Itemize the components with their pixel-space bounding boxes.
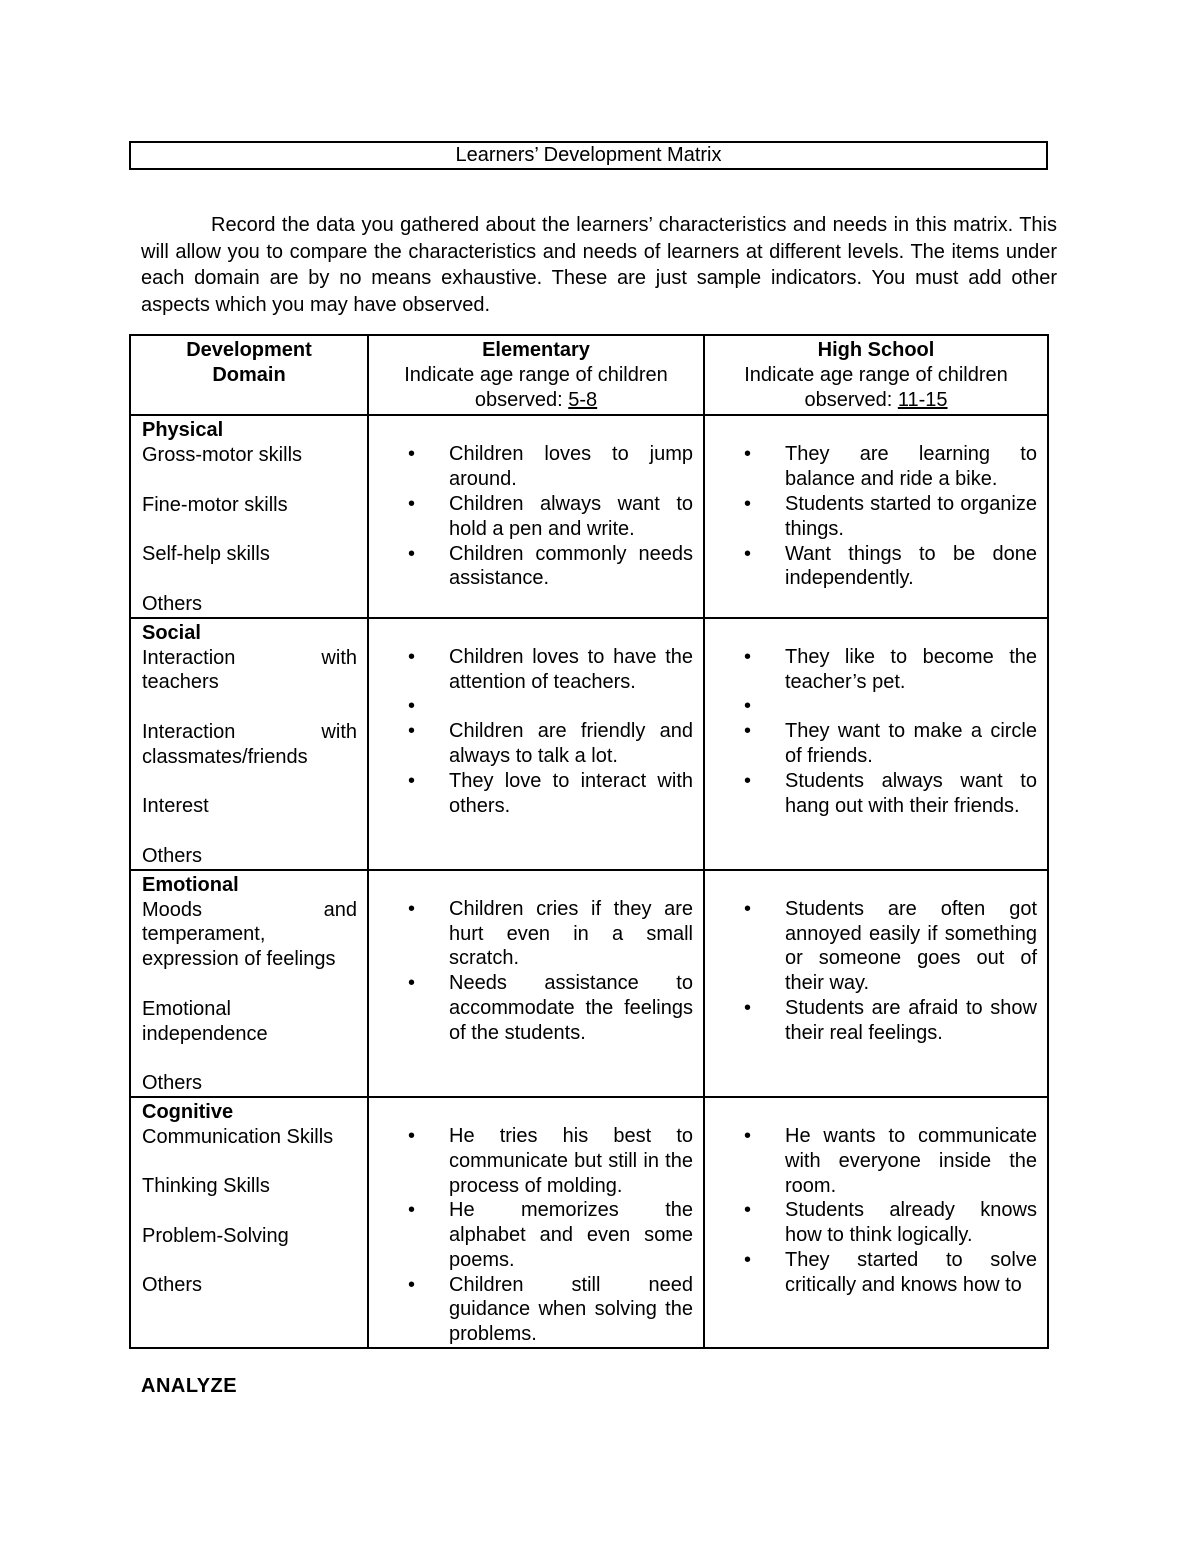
domain-name: Cognitive: [142, 1100, 234, 1123]
indicator: Communication Skills: [142, 1125, 334, 1148]
list-item: • Children loves to have the attention of teachers.: [391, 645, 693, 695]
header-domain: [130, 335, 368, 415]
list-item: • Children commonly needs assistance.: [391, 542, 693, 592]
list-item: • Students are often got annoyed easily if something or someone goes out of their way.: [727, 897, 1037, 996]
table-row: [130, 1097, 1048, 1348]
indicator: Problem-Solving: [142, 1224, 289, 1247]
elementary-cell-social: [368, 618, 704, 870]
list-item: • Students always want to hang out with their friends.: [727, 769, 1037, 819]
header-highschool-title: High School: [817, 339, 935, 361]
indicator: Self-help skills: [142, 543, 270, 566]
elementary-cell-cognitive: [368, 1097, 704, 1348]
indicator: Interest: [142, 795, 209, 818]
list-item: • Children still need guidance when solving the problems.: [391, 1273, 693, 1347]
list-item: • Children loves to jump around.: [391, 442, 693, 492]
indicator: Others: [142, 1072, 203, 1095]
domain-cell-cognitive: [130, 1097, 368, 1348]
header-domain-line2: Domain: [212, 363, 286, 386]
indicator: Others: [142, 844, 203, 867]
list-item: • They want to make a circle of friends.: [727, 719, 1037, 769]
header-highschool-sub: Indicate age range of children observed:: [744, 363, 1008, 411]
list-item: • He wants to communicate with everyone inside the room.: [727, 1124, 1037, 1198]
highschool-cell-emotional: [704, 870, 1048, 1097]
domain-name: Social: [142, 621, 201, 644]
indicator: Fine-motor skills: [142, 493, 288, 516]
indicator: Emotional independence: [142, 997, 268, 1045]
header-elementary-sub: Indicate age range of children observed:: [404, 363, 668, 411]
header-elementary-range: 5-8: [568, 388, 598, 411]
table-row: [130, 870, 1048, 1097]
header-highschool-range: 11-15: [897, 388, 948, 411]
list-item: • Needs assistance to accommodate the feelings of the students.: [391, 971, 693, 1045]
domain-cell-physical: [130, 415, 368, 617]
elementary-cell-emotional: [368, 870, 704, 1097]
indicator: Thinking Skills: [142, 1175, 270, 1198]
analyze-heading: ANALYZE: [141, 1375, 238, 1397]
table-row: [130, 618, 1048, 870]
matrix-title: Learners’ Development Matrix: [129, 141, 1048, 170]
indicator: Others: [142, 592, 203, 615]
list-item: • Want things to be done independently.: [727, 542, 1037, 592]
domain-name: Emotional: [142, 873, 239, 896]
list-item: • He tries his best to communicate but still in the process of molding.: [391, 1124, 693, 1198]
indicator: Moods and temperament, expression of feelings: [142, 898, 357, 971]
domain-cell-emotional: [130, 870, 368, 1097]
table-row: [130, 415, 1048, 617]
indicator: Others: [142, 1274, 203, 1297]
list-item: • He memorizes the alphabet and even some poems.: [391, 1198, 693, 1272]
list-item: • Children are friendly and always to talk a lot.: [391, 719, 693, 769]
list-item: • They started to solve critically and knows how to: [727, 1248, 1037, 1298]
header-elementary: [368, 335, 704, 415]
list-item: • They love to interact with others.: [391, 769, 693, 819]
domain-cell-social: [130, 618, 368, 870]
domain-name: Physical: [142, 419, 224, 442]
elementary-cell-physical: [368, 415, 704, 617]
list-item: • Children cries if they are hurt even in a small scratch.: [391, 897, 693, 971]
intro-paragraph: Record the data you gathered about the learners’ characteristics and needs in this matrix. This will allow you to compare the characteristics and needs of learners at different levels. The items under each domain are by no means exhaustive. These are just sample indicators. You must add other aspects which you may have observed.: [141, 214, 1057, 317]
list-item: • They are learning to balance and ride a bike.: [727, 442, 1037, 492]
table-header-row: [130, 335, 1048, 415]
header-elementary-title: Elementary: [482, 339, 590, 361]
list-item: • They like to become the teacher’s pet.: [727, 645, 1037, 695]
header-highschool: [704, 335, 1048, 415]
highschool-cell-cognitive: [704, 1097, 1048, 1348]
list-item: • Students started to organize things.: [727, 492, 1037, 542]
indicator: Interaction with teachers: [142, 646, 357, 694]
list-item: • Students are afraid to show their real feelings.: [727, 996, 1037, 1046]
header-domain-line1: Development: [186, 339, 312, 361]
indicator: Gross-motor skills: [142, 444, 303, 467]
development-matrix-table: [129, 334, 1049, 1349]
list-item: • Students already knows how to think logically.: [727, 1198, 1037, 1248]
highschool-cell-physical: [704, 415, 1048, 617]
highschool-cell-social: [704, 618, 1048, 870]
indicator: Interaction with classmates/friends: [142, 720, 357, 768]
list-item: • Children always want to hold a pen and write.: [391, 492, 693, 542]
